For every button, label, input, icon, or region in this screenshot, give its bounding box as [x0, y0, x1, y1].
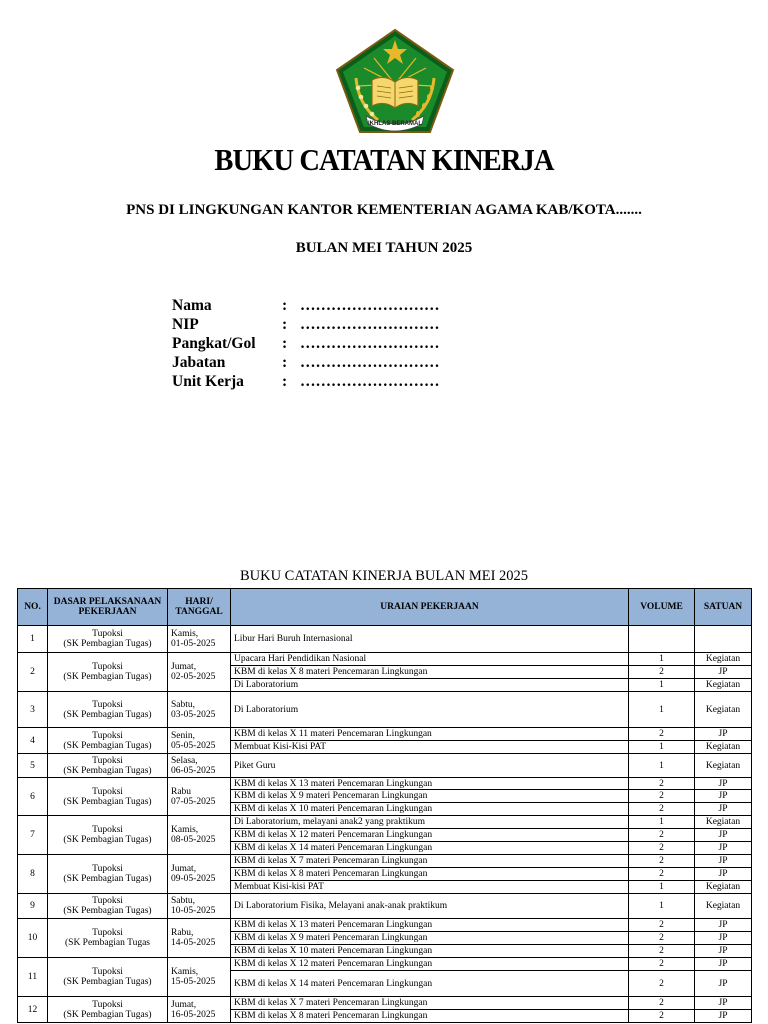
row-date-value: 16-05-2025 [171, 1009, 216, 1020]
row-basis [48, 855, 168, 894]
table-row [18, 778, 752, 790]
column-header-volume: VOLUME [629, 589, 695, 626]
row-number: 1 [18, 626, 48, 653]
row-basis-line: Tupoksi [92, 864, 123, 874]
row-unit: Kegiatan [695, 894, 752, 919]
row-basis-line: Tupoksi [92, 662, 123, 672]
row-volume: 2 [629, 829, 695, 842]
row-unit: JP [695, 1010, 752, 1023]
row-task: KBM di kelas X 7 materi Pencemaran Lingkungan [231, 855, 629, 868]
column-header-satuan: SATUAN [695, 589, 752, 626]
row-basis [48, 778, 168, 816]
row-day: Rabu [171, 786, 192, 797]
row-task: KBM di kelas X 9 materi Pencemaran Lingkungan [231, 790, 629, 803]
row-basis [48, 692, 168, 728]
row-volume: 1 [629, 881, 695, 894]
row-day: Sabtu, [171, 699, 196, 710]
row-date [168, 958, 231, 997]
row-volume: 2 [629, 1010, 695, 1023]
row-date-value: 15-05-2025 [171, 977, 216, 987]
row-day: Kamis, [171, 629, 199, 639]
row-task: KBM di kelas X 7 materi Pencemaran Lingkungan [231, 997, 629, 1010]
table-row [18, 855, 752, 868]
table-row [18, 919, 752, 932]
row-basis-line: Tupoksi [92, 786, 123, 797]
row-day: Sabtu, [171, 896, 196, 906]
row-volume: 1 [629, 692, 695, 728]
row-unit: JP [695, 868, 752, 881]
row-date-value: 01-05-2025 [171, 639, 216, 649]
row-number: 12 [18, 997, 48, 1023]
row-unit: JP [695, 790, 752, 803]
row-date-value: 08-05-2025 [171, 835, 216, 845]
row-basis-line: Tupoksi [92, 699, 123, 710]
row-task: KBM di kelas X 8 materi Pencemaran Lingkungan [231, 666, 629, 679]
row-task: Piket Guru [231, 754, 629, 778]
identity-label: Pangkat/Gol [172, 334, 256, 352]
identity-row [172, 353, 440, 372]
row-task: KBM di kelas X 9 materi Pencemaran Lingkungan [231, 932, 629, 945]
row-volume: 1 [629, 741, 695, 754]
row-basis [48, 728, 168, 754]
row-task: KBM di kelas X 13 materi Pencemaran Lingkungan [231, 778, 629, 790]
row-unit: Kegiatan [695, 754, 752, 778]
row-basis-line: (SK Pembagian Tugas) [63, 874, 152, 884]
row-unit: Kegiatan [695, 741, 752, 754]
row-date [168, 816, 231, 855]
row-number: 10 [18, 919, 48, 958]
row-basis-line: Tupoksi [92, 730, 123, 741]
row-day: Jumat, [171, 662, 197, 672]
row-unit: JP [695, 958, 752, 971]
table-row [18, 626, 752, 653]
table-row [18, 958, 752, 971]
row-volume: 2 [629, 997, 695, 1010]
row-basis-line: (SK Pembagian Tugas) [63, 709, 152, 720]
row-task: KBM di kelas X 10 materi Pencemaran Lingkungan [231, 803, 629, 816]
row-number: 3 [18, 692, 48, 728]
row-basis [48, 653, 168, 692]
row-day: Selasa, [171, 755, 198, 766]
row-volume: 1 [629, 816, 695, 829]
identity-block [172, 296, 440, 391]
row-date [168, 919, 231, 958]
row-unit: Kegiatan [695, 881, 752, 894]
identity-row [172, 296, 440, 315]
row-basis [48, 754, 168, 778]
identity-separator: : [282, 372, 288, 390]
row-basis-line: (SK Pembagian Tugas) [63, 765, 152, 776]
document-title: BUKU CATATAN KINERJA [214, 142, 554, 177]
row-basis-line: (SK Pembagian Tugas) [63, 796, 152, 807]
row-basis-line: (SK Pembagian Tugas) [63, 906, 152, 916]
row-day: Kamis, [171, 825, 199, 835]
performance-table [17, 588, 752, 1023]
row-task: KBM di kelas X 13 materi Pencemaran Lingkungan [231, 919, 629, 932]
row-date [168, 754, 231, 778]
row-basis-line: (SK Pembagian Tugas) [63, 672, 152, 682]
row-number: 11 [18, 958, 48, 997]
row-volume: 2 [629, 790, 695, 803]
row-date-value: 02-05-2025 [171, 672, 216, 682]
row-task: Membuat Kisi-kisi PAT [231, 881, 629, 894]
row-date [168, 626, 231, 653]
row-task: Di Laboratorium [231, 692, 629, 728]
row-task: KBM di kelas X 14 materi Pencemaran Lingkungan [231, 971, 629, 997]
row-task: KBM di kelas X 8 materi Pencemaran Lingkungan [231, 1010, 629, 1023]
table-title: BUKU CATATAN KINERJA BULAN MEI 2025 [239, 568, 529, 584]
row-basis [48, 958, 168, 997]
row-basis-line: (SK Pembagian Tugas) [63, 835, 152, 845]
row-date [168, 778, 231, 816]
row-basis-line: (SK Pembagian Tugas) [63, 639, 152, 649]
row-volume: 2 [629, 868, 695, 881]
identity-label: Nama [172, 296, 212, 314]
row-unit: Kegiatan [695, 692, 752, 728]
table-row [18, 816, 752, 829]
row-task: KBM di kelas X 11 materi Pencemaran Lingkungan [231, 728, 629, 741]
row-unit: JP [695, 919, 752, 932]
row-unit: Kegiatan [695, 653, 752, 666]
row-volume: 1 [629, 754, 695, 778]
document-period: BULAN MEI TAHUN 2025 [295, 240, 473, 256]
row-unit: JP [695, 778, 752, 790]
row-task: KBM di kelas X 10 materi Pencemaran Lingkungan [231, 945, 629, 958]
row-volume: 2 [629, 778, 695, 790]
row-basis-line: Tupoksi [92, 629, 123, 639]
identity-separator: : [282, 315, 288, 333]
row-unit: JP [695, 855, 752, 868]
row-volume: 2 [629, 919, 695, 932]
column-header-tanggal: HARI/ TANGGAL [168, 589, 231, 626]
row-basis-line: (SK Pembagian Tugas) [63, 977, 152, 987]
row-unit: JP [695, 842, 752, 855]
row-number: 4 [18, 728, 48, 754]
row-basis [48, 997, 168, 1023]
row-unit: JP [695, 971, 752, 997]
row-volume: 2 [629, 932, 695, 945]
svg-text:IKHLAS BERAMAL: IKHLAS BERAMAL [368, 121, 422, 127]
row-day: Kamis, [171, 967, 199, 977]
row-date-value: 05-05-2025 [171, 740, 216, 751]
row-date-value: 07-05-2025 [171, 796, 216, 807]
identity-value: ……………………… [300, 353, 440, 371]
identity-label: Jabatan [172, 353, 226, 371]
row-date [168, 692, 231, 728]
row-volume: 2 [629, 666, 695, 679]
row-day: Jumat, [171, 999, 197, 1010]
row-volume: 1 [629, 653, 695, 666]
table-header-row [18, 589, 752, 626]
row-basis-line: Tupoksi [92, 967, 123, 977]
row-date [168, 653, 231, 692]
row-date-value: 03-05-2025 [171, 709, 216, 720]
row-basis-line: Tupoksi [92, 928, 123, 938]
row-date-value: 10-05-2025 [171, 906, 216, 916]
table-row [18, 894, 752, 919]
identity-value: ……………………… [300, 372, 440, 390]
row-unit: JP [695, 945, 752, 958]
row-date [168, 728, 231, 754]
identity-separator: : [282, 334, 288, 352]
row-volume: 2 [629, 803, 695, 816]
row-task: Di Laboratorium Fisika, Melayani anak-anak praktikum [231, 894, 629, 919]
row-basis-line: Tupoksi [92, 896, 123, 906]
row-unit: JP [695, 803, 752, 816]
row-volume: 2 [629, 855, 695, 868]
row-task: Membuat Kisi-Kisi PAT [231, 741, 629, 754]
row-unit [695, 626, 752, 653]
identity-row [172, 372, 440, 391]
row-day: Senin, [171, 730, 196, 741]
row-basis [48, 816, 168, 855]
row-number: 5 [18, 754, 48, 778]
row-date [168, 997, 231, 1023]
table-row [18, 692, 752, 728]
row-unit: Kegiatan [695, 679, 752, 692]
row-volume: 2 [629, 945, 695, 958]
column-header-uraian: URAIAN PEKERJAAN [231, 589, 629, 626]
row-date-value: 09-05-2025 [171, 874, 216, 884]
identity-value: ……………………… [300, 315, 440, 333]
row-volume: 2 [629, 958, 695, 971]
table-row [18, 754, 752, 778]
row-number: 6 [18, 778, 48, 816]
row-volume: 2 [629, 842, 695, 855]
row-number: 2 [18, 653, 48, 692]
row-number: 9 [18, 894, 48, 919]
row-unit: JP [695, 997, 752, 1010]
identity-row [172, 315, 440, 334]
row-basis-line: Tupoksi [92, 999, 123, 1010]
row-unit: Kegiatan [695, 816, 752, 829]
row-basis [48, 919, 168, 958]
kemenag-emblem-logo [334, 28, 456, 136]
row-basis [48, 626, 168, 653]
row-date-value: 06-05-2025 [171, 765, 216, 776]
row-basis-line: Tupoksi [92, 755, 123, 766]
row-task: Di Laboratorium [231, 679, 629, 692]
table-row [18, 653, 752, 666]
identity-value: ……………………… [300, 296, 440, 314]
identity-separator: : [282, 353, 288, 371]
identity-label: NIP [172, 315, 199, 333]
identity-row [172, 334, 440, 353]
row-task: KBM di kelas X 12 materi Pencemaran Lingkungan [231, 958, 629, 971]
row-volume: 2 [629, 971, 695, 997]
row-task: Upacara Hari Pendidikan Nasional [231, 653, 629, 666]
row-day: Rabu, [171, 928, 194, 938]
row-unit: JP [695, 932, 752, 945]
row-unit: JP [695, 829, 752, 842]
column-header-dasar: DASAR PELAKSANAAN PEKERJAAN [48, 589, 168, 626]
row-task: Libur Hari Buruh Internasional [231, 626, 629, 653]
row-task: KBM di kelas X 14 materi Pencemaran Lingkungan [231, 842, 629, 855]
row-unit: JP [695, 728, 752, 741]
row-date [168, 894, 231, 919]
row-volume: 1 [629, 679, 695, 692]
table-row [18, 728, 752, 741]
row-number: 8 [18, 855, 48, 894]
row-task: KBM di kelas X 8 materi Pencemaran Lingkungan [231, 868, 629, 881]
row-volume [629, 626, 695, 653]
column-header-no: NO. [18, 589, 48, 626]
row-day: Jumat, [171, 864, 197, 874]
row-unit: JP [695, 666, 752, 679]
row-task: Di Laboratorium, melayani anak2 yang praktikum [231, 816, 629, 829]
row-number: 7 [18, 816, 48, 855]
row-basis-line: Tupoksi [92, 825, 123, 835]
row-date [168, 855, 231, 894]
table-row [18, 997, 752, 1010]
row-basis [48, 894, 168, 919]
row-basis-line: (SK Pembagian Tugas [65, 938, 150, 948]
document-subtitle: PNS DI LINGKUNGAN KANTOR KEMENTERIAN AGAMA KAB/KOTA....... [126, 202, 642, 218]
row-basis-line: (SK Pembagian Tugas) [63, 740, 152, 751]
row-volume: 2 [629, 728, 695, 741]
row-basis-line: (SK Pembagian Tugas) [63, 1009, 152, 1020]
row-date-value: 14-05-2025 [171, 938, 216, 948]
row-volume: 1 [629, 894, 695, 919]
identity-value: ……………………… [300, 334, 440, 352]
identity-separator: : [282, 296, 288, 314]
row-task: KBM di kelas X 12 materi Pencemaran Lingkungan [231, 829, 629, 842]
identity-label: Unit Kerja [172, 372, 244, 390]
